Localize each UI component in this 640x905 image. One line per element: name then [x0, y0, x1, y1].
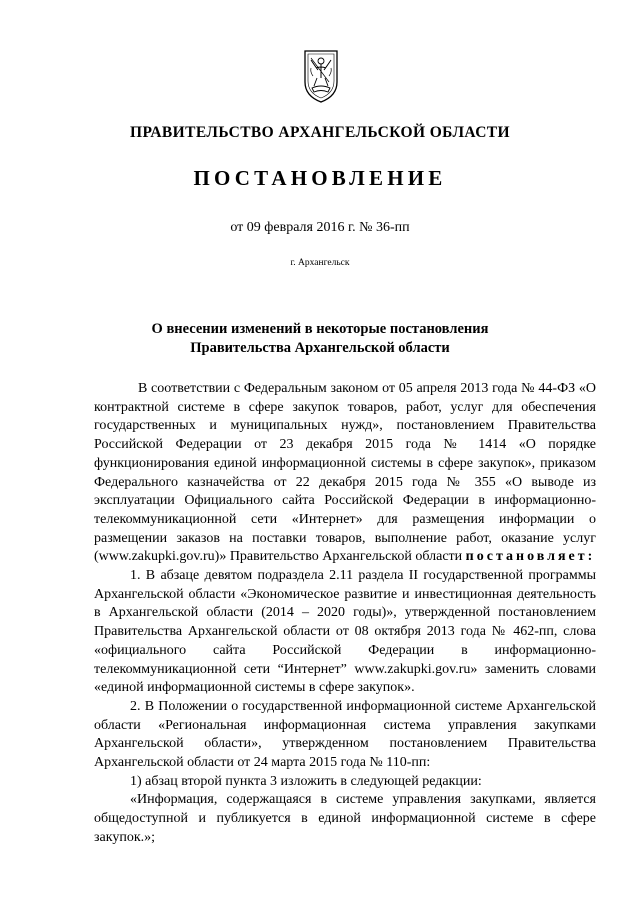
resolves-word: постановляет	[465, 549, 588, 565]
document-type: ПОСТАНОВЛЕНИЕ	[193, 166, 447, 190]
resolves-colon: :	[587, 549, 593, 565]
preamble-paragraph	[94, 380, 596, 567]
item-1-paragraph: 1. В абзаце девятом подраздела 2.11 раздела II государственной программы Архангельской области «Экономическое развитие и инвестиционная деятельность в Архангельской области (2014 – 2020 годы)», утвержденной постановлением Правительства Архангельской области от 08 октября 2013 года № 462-пп, слова «официального сайта Российской Федерации в информационно-телекоммуникационной сети “Интернет” www.zakupki.gov.ru» заменить словами «единой информационной системы в сфере закупок».	[94, 568, 596, 696]
arkhangelsk-coat-of-arms-icon	[302, 48, 340, 104]
item-2-paragraph: 2. В Положении о государственной информационной системе Архангельской области «Региональная информационная система управления закупками Архангельской области», утвержденном постановлением Правительства Архангельской области от 24 марта 2015 года № 110-пп:	[94, 698, 596, 771]
document-city: г. Архангельск	[290, 258, 350, 268]
document-date-number: от 09 февраля 2016 г. № 36-пп	[230, 220, 410, 235]
quote-paragraph: «Информация, содержащаяся в системе управления закупками, является общедоступной и публикуется в единой информационной системе в сфере закупок.»;	[94, 792, 596, 845]
document-body	[94, 380, 596, 848]
sub-item-1-paragraph: 1) абзац второй пункта 3 изложить в следующей редакции:	[130, 773, 482, 789]
preamble-text: В соответствии с Федеральным законом от 05 апреля 2013 года № 44-ФЗ «О контрактной системе в сфере закупок товаров, работ, услуг для обеспечения государственных и муниципальных нужд», постановлением Правительства Российской Федерации от 23 декабря 2015 года № 1414 «О порядке функционирования единой информационной системы в сфере закупок», приказом Федерального казначейства от 22 декабря 2015 года № 355 «О выводе из эксплуатации Официального сайта Российской Федерации в информационно-телекоммуникационной сети «Интернет» для размещения информации о размещении заказов на поставки товаров, выполнение работ, оказание услуг (www.zakupki.gov.ru)» Правительство Архангельской области	[94, 381, 596, 565]
government-name: ПРАВИТЕЛЬСТВО АРХАНГЕЛЬСКОЙ ОБЛАСТИ	[129, 124, 510, 141]
title-line-2: Правительства Архангельской области	[190, 340, 450, 356]
document-title	[0, 320, 640, 358]
title-line-1: О внесении изменений в некоторые постановления	[151, 321, 489, 337]
